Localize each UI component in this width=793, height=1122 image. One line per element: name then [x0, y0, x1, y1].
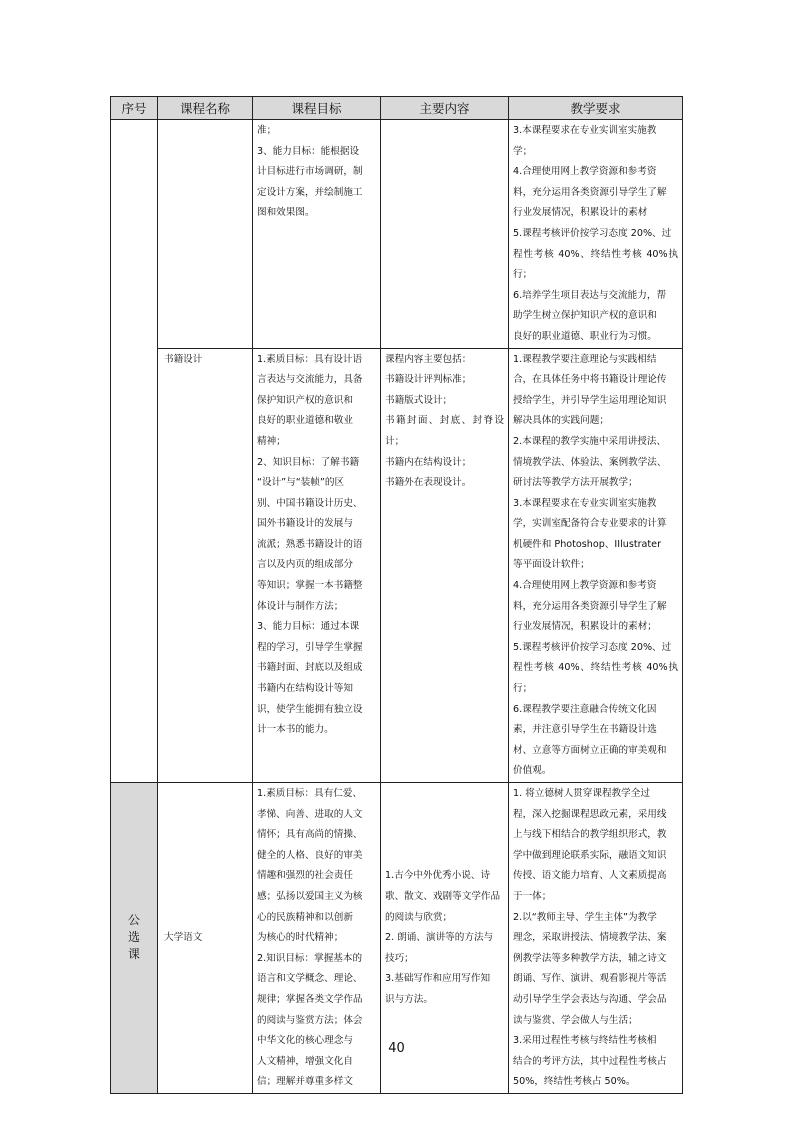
category-label: 公 选 课 — [127, 913, 140, 962]
page-number: 40 — [388, 1041, 405, 1056]
requirements-cell — [509, 348, 683, 782]
main-content: 课程内容主要包括： 书籍设计评判标准； 书籍版式设计； 书籍封面、封底、封脊设计； 书籍内在结构设计； 书籍外在表现设计。 — [385, 353, 504, 489]
content-cell — [381, 120, 509, 349]
course-objectives: 1.素质目标：具有设计语 言表达与交流能力，具备 保护知识产权的意识和 良好的职业道德和敬业 精神； 2、知识目标：了解书籍 “设计”与“装帧”的区 别、中国书籍设计历史、 国外书籍设计的发展与 流派；熟悉书籍设计的语 言以及内页的组成部分 等知识；掌握一本书籍整 体设计与制作方法； 3、能力目标：通过本课 程的学习，引导学生掌握 书籍封面、封底以及组成 书籍内在结构设计等知 识，使学生能拥有独立设 计一本书的能力。 — [257, 353, 363, 736]
course-name-cell — [158, 120, 253, 349]
table-row — [111, 120, 683, 349]
objectives-cell — [253, 348, 381, 782]
main-content — [381, 120, 508, 121]
course-name: 书籍设计 — [164, 353, 203, 365]
header-teaching-requirements: 教学要求 — [509, 97, 683, 120]
content-cell — [381, 348, 509, 782]
header-course-name: 课程名称 — [158, 97, 253, 120]
main-content: 1.古今中外优秀小说、诗 歌、散文、戏剧等文学作品 的阅读与欣赏； 2. 朗诵、演讲等的方法与 技巧； 3.基础写作和应用写作知 识与方法。 — [385, 870, 501, 1005]
table-header-row — [111, 97, 683, 120]
teaching-requirements: 3.本课程要求在专业实训室实施教 学； 4.合理使用网上教学资源和参考资 料，充分运用各类资源引导学生了解 行业发展情况，积累设计的素材 5.课程考核评价按学习态度 20%、过 程性考核 40%、终结性考核 40%执行； 6.培养学生项目表达与交流能力，帮 助学生树立保护知识产权的意识和 良好的职业道德、职业行为习惯。 — [513, 125, 678, 342]
course-name-cell — [158, 348, 253, 782]
curriculum-table — [110, 96, 683, 1094]
requirements-cell — [509, 120, 683, 349]
course-name — [158, 120, 252, 121]
teaching-requirements: 1.课程教学要注意理论与实践相结 合，在具体任务中将书籍设计理论传 授给学生，并引导学生运用理论知识 解决具体的实践问题； 2.本课程的教学实施中采用讲授法、 情境教学法、体验法、案例教学法、 研讨法等教学方法开展教学； 3.本课程要求在专业实训室实施教 学，实训室配备符合专业要求的计算 机硬件和 Photoshop、IIlustrater 等平面设计软件； 4.合理使用网上教学资源和参考资 料，充分运用各类资源引导学生了解 行业发展情况，积累设计的素材； 5.课程考核评价按学习态度 20%、过 程性考核 40%、终结性考核 40%执行； 6.课程教学要注意融合传统文化因 素，并注意引导学生在书籍设计选 材、立意等方面树立正确的审美观和 价值观。 — [513, 353, 678, 777]
header-course-objectives: 课程目标 — [253, 97, 381, 120]
table-row — [111, 348, 683, 782]
course-objectives: 1.素质目标：具有仁爱、 孝悌、向善、进取的人文 情怀；具有高尚的情操、 健全的人格、良好的审美 情趣和强烈的社会责任 感；弘扬以爱国主义为核 心的民族精神和以创新 为核心的时代精神； 2.知识目标：掌握基本的 语言和文学概念、理论、 规律；掌握各类文学作品 的阅读与鉴赏方法；体会 中华文化的核心理念与 人文精神，增强文化自 信；理解并尊重多样文 — [257, 788, 363, 1088]
course-name: 大学语文 — [164, 932, 203, 944]
course-objectives: 准； 3、能力目标：能根据设 计目标进行市场调研，制 定设计方案，并绘制施工 图和效果图。 — [257, 125, 363, 219]
category-cell-empty — [111, 120, 158, 783]
objectives-cell — [253, 120, 381, 349]
header-index: 序号 — [111, 97, 158, 120]
teaching-requirements: 1. 将立德树人贯穿课程教学全过 程，深入挖掘课程思政元素，采用线 上与线下相结合的教学组织形式，教 学中做到理论联系实际，融语文知识 传授、语文能力培育、人文素质提高 于一体； 2.以“教师主导、学生主体”为教学 理念，采取讲授法、情境教学法、案 例教学法等多种教学方法，辅之诗文 朗诵、写作、演讲、观看影视片等活 动引导学生学会表达与沟通、学会品 读与鉴赏、学会做人与生活； 3.采用过程性考核与终结性考核相 结合的考评方法，其中过程性考核占 50%，终结性考核占 50%。 — [513, 788, 667, 1088]
header-main-content: 主要内容 — [381, 97, 509, 120]
